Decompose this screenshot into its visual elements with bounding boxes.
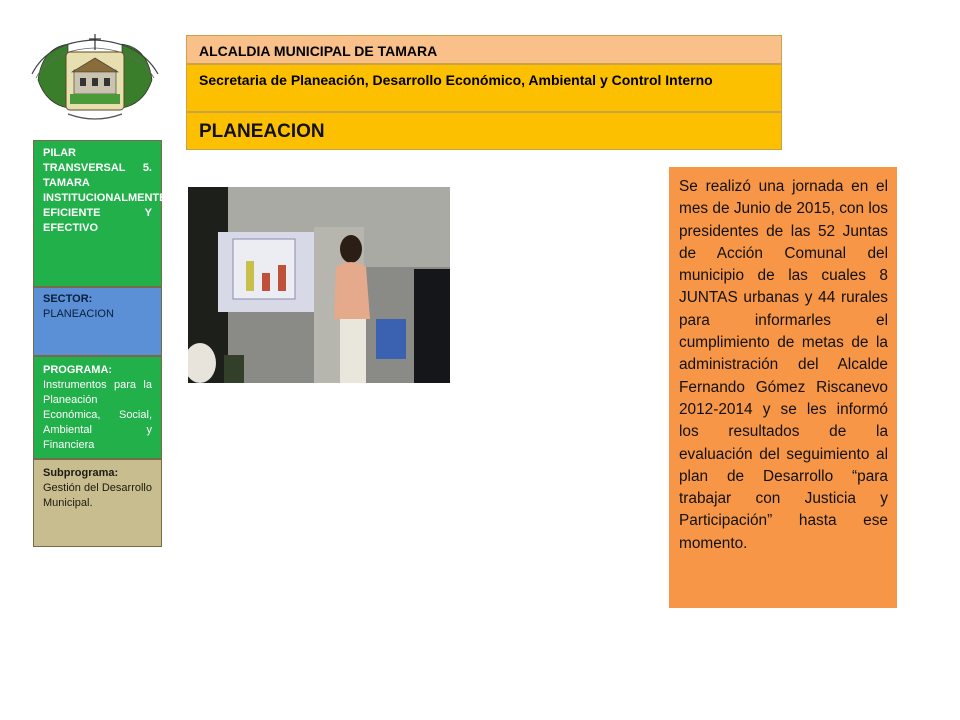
coat-of-arms-logo <box>28 30 162 122</box>
meeting-photo <box>188 187 450 383</box>
org-title: ALCALDIA MUNICIPAL DE TAMARA <box>186 35 782 64</box>
event-description: Se realizó una jornada en el mes de Junio de 2015, con los presidentes de las 52 Juntas de Acción Comunal del municipio de las cuales 8 JUNTAS urbanas y 44 rurales para informarles el cumplimiento de metas de la administración del Alcalde Fernando Gómez Riscanevo 2012-2014 y se les informó los resultados de la evaluación del seguimiento al plan de Desarrollo “para trabajar con Justicia y Participación” hasta ese momento. <box>669 167 897 608</box>
sector-box <box>33 287 162 356</box>
secretaria-title: Secretaria de Planeación, Desarrollo Económico, Ambiental y Control Interno <box>186 64 782 112</box>
subprograma-box <box>33 459 162 547</box>
subprograma-label: Subprograma: <box>43 467 119 479</box>
programa-box <box>33 356 162 459</box>
sector-label: SECTOR: <box>43 293 93 305</box>
programa-value: Instrumentos para la Planeación Económica, Social, Ambiental y Financiera <box>43 379 152 451</box>
programa-label: PROGRAMA: <box>43 364 113 376</box>
subprograma-value: Gestión del Desarrollo Municipal. <box>43 482 152 509</box>
pilar-box: PILAR TRANSVERSAL 5. TAMARA INSTITUCIONALMENTE EFICIENTE Y EFECTIVO <box>33 140 162 287</box>
area-title: PLANEACION <box>186 112 782 150</box>
sector-value: PLANEACION <box>43 308 114 320</box>
